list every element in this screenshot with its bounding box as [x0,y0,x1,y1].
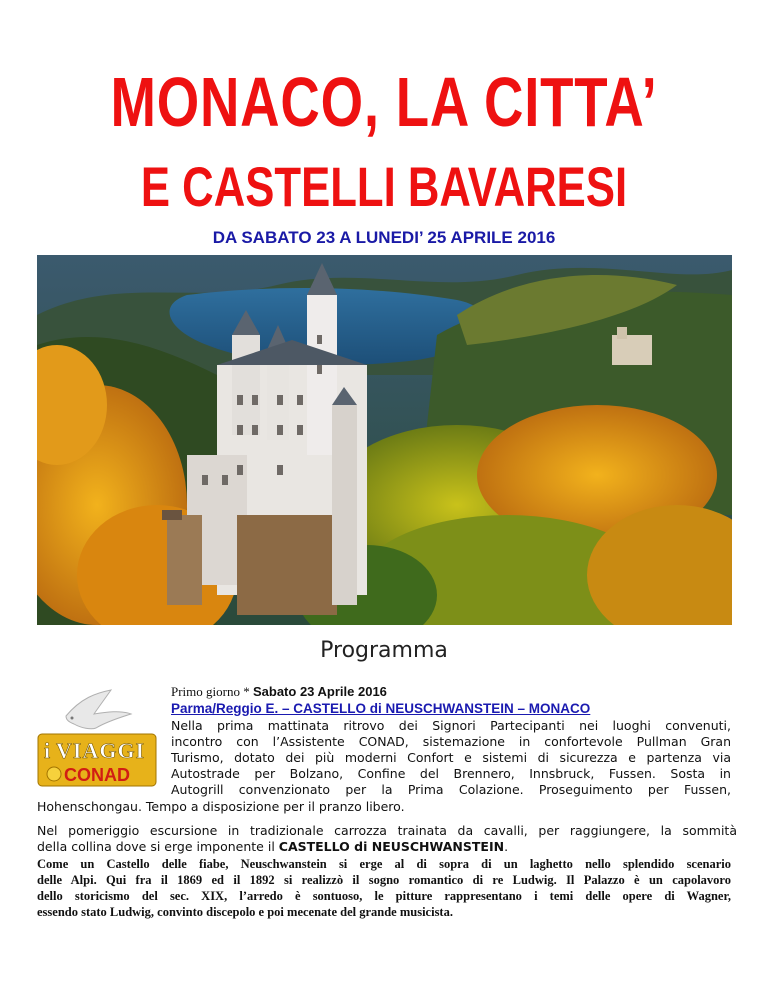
para1-line: Nella prima mattinata ritrovo dei Signori Partecipanti nei luoghi convenuti, [171,718,731,733]
viaggi-conad-logo [36,688,158,790]
svg-text:CONAD: CONAD [64,765,130,785]
para2-end: . [504,839,509,854]
para3-line: Come un Castello delle fiabe, Neuschwanstein si erge al di sopra di un laghetto nello splendido scenario [37,857,731,871]
day-route: Parma/Reggio E. – CASTELLO di NEUSCHWANSTEIN – MONACO [171,701,591,716]
para1-line: incontro con l’Assistente CONAD, sistemazione in confortevole Pullman Gran [171,734,731,749]
title-line-2: E CASTELLI BAVARESI [140,155,628,218]
para3-line: essendo stato Ludwig, convinto discepolo e poi mecenate del grande musicista. [37,905,453,919]
day1-paragraph-1 [171,718,731,798]
day-date: Sabato 23 Aprile 2016 [252,684,387,699]
dove-icon [66,690,131,729]
castle-name: CASTELLO di NEUSCHWANSTEIN [278,839,505,854]
section-title: Programma [320,638,448,663]
day-heading [171,684,387,701]
day-label: Primo giorno * [171,684,253,699]
para3-line: dello storicismo del sec. XIX, l’arredo è sontuoso, le pitture rappresentano i temi delle opere di Wagner, [37,889,731,903]
svg-text:VIAGGI: VIAGGI [56,738,146,763]
svg-text:i: i [44,738,51,763]
day1-paragraph-2 [37,823,737,855]
para1-line: Turismo, dotato dei più moderni Confort e sistemi di sicurezza e partenza via [171,750,731,765]
title-line-1: MONACO, LA CITTA’ [110,63,658,141]
para1-line: Autostrade per Bolzano, Confine del Brennero, Innsbruck, Fussen. Sosta in [171,766,731,781]
day1-paragraph-1-cont: Hohenschongau. Tempo a disposizione per il pranzo libero. [37,799,405,814]
castle-photo [37,255,732,625]
para2-text: della collina dove si erge imponente il [37,839,279,854]
para1-line: Autogrill convenzionato per la Prima Colazione. Proseguimento per Fussen, [171,782,731,797]
para3-line: delle Alpi. Qui fra il 1869 ed il 1892 si realizzò il sogno romantico di re Ludwig. Il Palazzo è un capolavoro [37,873,731,887]
para2-line-2 [37,839,737,855]
trip-dates: DA SABATO 23 A LUNEDI’ 25 APRILE 2016 [212,228,556,247]
para2-line: Nel pomeriggio escursione in tradizionale carrozza trainata da cavalli, per raggiungere, la sommità [37,823,737,838]
day1-paragraph-3 [37,856,731,920]
